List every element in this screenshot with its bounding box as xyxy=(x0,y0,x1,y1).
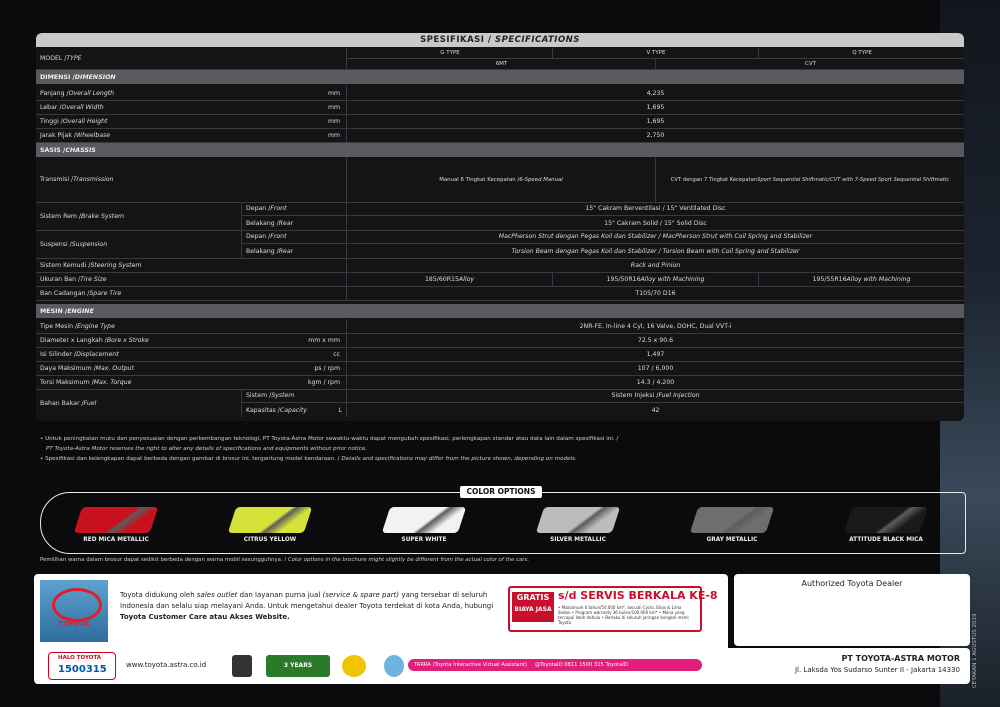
suspension-label xyxy=(36,230,241,258)
transmission-mt-value xyxy=(346,157,655,202)
tarra-label: TARRA (Toyota Interactive Virtual Assistant) xyxy=(414,662,527,668)
length-unit: mm xyxy=(327,89,340,97)
servis-title: s/d SERVIS BERKALA KE-8 xyxy=(558,589,718,602)
brake-label-id: Sistem Rem / xyxy=(40,212,82,220)
spare-label-en: Spare Tire xyxy=(89,289,122,297)
color-name-2: SUPER WHITE xyxy=(401,537,447,543)
biaya-jasa-text: BIAYA JASA xyxy=(514,606,552,613)
dealer-text-2-italic: (service & spare part) xyxy=(322,591,400,599)
width-label-en: Overall Width xyxy=(61,103,104,111)
toyota-logo-icon xyxy=(52,588,102,622)
wheelbase-unit: mm xyxy=(327,131,340,139)
transmission-cvt-en2: CVT with 7-Speed Sport Sequential Shiftmatic xyxy=(830,176,950,183)
gratis-text: GRATIS xyxy=(516,593,550,602)
fuel-capacity-en: Capacity xyxy=(279,406,307,414)
bore-unit: mm x mm xyxy=(308,336,340,344)
bore-label-en: Bore x Stroke xyxy=(106,336,149,344)
fuel-capacity-id: Kapasitas / xyxy=(246,406,280,414)
width-unit: mm xyxy=(327,103,340,111)
row-brake xyxy=(36,202,964,231)
steering-label-en: Steering System xyxy=(90,261,142,269)
displacement-label-en: Displacement xyxy=(76,350,119,358)
row-max-torque xyxy=(36,375,964,390)
dealer-text-1-italic: sales outlet xyxy=(196,591,238,599)
length-value: 4,235 xyxy=(346,86,964,100)
tire-v-wheel: Alloy with Machining xyxy=(640,275,705,283)
color-swatch-2 xyxy=(382,507,466,533)
transmission-cvt-id: CVT dengan 7 Tingkat Kecepatan xyxy=(670,176,758,183)
row-fuel xyxy=(36,389,964,417)
type-q: Q TYPE xyxy=(758,48,964,59)
brake-rear-en: Rear xyxy=(278,219,294,227)
displacement-value: 1,497 xyxy=(346,347,964,361)
note-2-id: • Spesifikasi dan kelengkapan dapat berbeda dengan gambar di brosur ini, tergantung model kendaraan. / xyxy=(40,456,342,462)
authorized-dealer-box xyxy=(734,574,970,646)
authorized-dealer-label: Authorized Toyota Dealer xyxy=(801,579,903,588)
engine-type-label-id: Tipe Mesin / xyxy=(40,322,78,330)
suspension-rear-value: Torsion Beam dengan Pegas Koil dan Stabilizer / Torsion Beam with Coil Spring and Stabilizer xyxy=(346,244,964,258)
displacement-label-id: Isi Silinder / xyxy=(40,350,77,358)
dealer-text xyxy=(120,590,495,623)
suspension-front-value: MacPherson Strut dengan Pegas Koil dan Stabilizer / MacPherson Strut with Coil Spring and Stabilizer xyxy=(346,230,964,244)
note-1: • Untuk peningkatan mutu dan penyesuaian dengan perkembangan teknologi, PT Toyota-Astra Motor sewaktu-waktu dapat mengubah spesifikasi, perlengkapan standar atau data lain dalam spesifikasi ini. / xyxy=(40,436,619,442)
color-note-en: Color options in the brochure might slightly be different from the actual color of the cars. xyxy=(287,557,530,563)
spare-label xyxy=(36,286,346,300)
tire-g-size: 185/60R15 xyxy=(424,275,459,283)
fuel-capacity-value: 42 xyxy=(346,403,964,417)
wheelbase-label-en: Wheelbase xyxy=(75,131,111,139)
spec-title-id: SPESIFIKASI / xyxy=(420,35,495,45)
transmission-label-id: Transmisi / xyxy=(40,176,74,183)
color-note xyxy=(40,557,529,563)
width-value: 1,695 xyxy=(346,100,964,114)
fuel-label-en: Fuel xyxy=(83,399,97,407)
fuel-system-id: Sistem / xyxy=(246,392,272,399)
suspension-rear-id: Belakang / xyxy=(246,247,279,255)
warranty-badge: 3 YEARS xyxy=(266,655,330,677)
row-height xyxy=(36,114,964,129)
color-swatch-4 xyxy=(690,507,774,533)
torque-value: 14.3 / 4,200 xyxy=(346,375,964,389)
section-engine xyxy=(36,304,964,318)
halo-toyota-label: HALO TOYOTA xyxy=(58,655,102,661)
type-g: G TYPE xyxy=(346,48,553,59)
output-label-en: Max. Output xyxy=(95,364,134,372)
halo-toyota-number: 1500315 xyxy=(58,664,107,675)
row-suspension xyxy=(36,230,964,259)
transmission-cvt-en1: Sport Sequential Shiftmatic xyxy=(757,176,829,183)
fuel-label-id: Bahan Bakar / xyxy=(40,399,84,407)
section-dimension-id: DIMENSI / xyxy=(40,73,75,81)
tarra-avatar-icon xyxy=(384,655,404,677)
row-wheelbase xyxy=(36,128,964,143)
color-swatch-1 xyxy=(228,507,312,533)
length-label-en: Overall Length xyxy=(68,89,115,97)
color-options-title: COLOR OPTIONS xyxy=(460,486,542,498)
brake-label-en: Brake System xyxy=(81,212,125,220)
type-v: V TYPE xyxy=(552,48,759,59)
row-bore-stroke xyxy=(36,333,964,348)
specification-table xyxy=(36,33,964,421)
dealer-text-bold: Toyota Customer Care atau Akses Website. xyxy=(120,613,290,621)
company-address: Jl. Laksda Yos Sudarso Sunter II - Jakarta 14330 xyxy=(794,666,960,674)
torque-label-en: Max. Torque xyxy=(93,378,132,386)
length-label-id: Panjang / xyxy=(40,89,69,97)
brake-rear-label xyxy=(241,216,346,230)
color-note-id: Pemilihan warna dalam brosur dapat sedikit berbeda dengan warna mobil sesungguhnya. / xyxy=(40,557,288,563)
brake-front-value: 15" Cakram Berventilasi / 15" Ventilated Disc xyxy=(346,202,964,216)
spec-notes xyxy=(40,434,940,464)
height-value: 1,695 xyxy=(346,114,964,128)
model-label xyxy=(36,48,346,69)
brake-front-en: Front xyxy=(270,205,287,212)
brake-front-label xyxy=(241,202,346,216)
spec-title-en: SPECIFICATIONS xyxy=(494,35,580,45)
tire-q-value xyxy=(758,272,964,286)
spec-title xyxy=(36,33,964,47)
row-max-output xyxy=(36,361,964,376)
row-engine-type xyxy=(36,319,964,334)
website-link[interactable]: www.toyota.astra.co.id xyxy=(126,661,207,669)
suspension-rear-en: Rear xyxy=(278,247,294,255)
width-label-id: Lebar / xyxy=(40,103,62,111)
section-chassis xyxy=(36,143,964,157)
dealer-text-1: Toyota didukung oleh xyxy=(120,591,197,599)
steering-label xyxy=(36,258,346,272)
fuel-system-value xyxy=(346,389,964,403)
fuel-system-value-id: Sistem Injeksi / xyxy=(611,392,659,399)
row-steering xyxy=(36,258,964,273)
output-unit: ps / rpm xyxy=(314,364,340,372)
height-unit: mm xyxy=(327,117,340,125)
suspension-front-id: Depan / xyxy=(246,233,271,240)
transmission-6mt: 6MT xyxy=(346,59,656,69)
dealer-text-3: yang tersebar di seluruh Indonesia dan selalu siap melayani Anda. Untuk mengetahui dealer Toyota terdekat di kota Anda, hubungi xyxy=(120,591,494,610)
color-name-1: CITRUS YELLOW xyxy=(243,537,297,543)
transmission-cvt-value xyxy=(655,157,964,202)
award-badge-icon xyxy=(342,655,366,677)
engine-type-value: 2NR-FE, In-line 4 Cyl, 16 Valve, DOHC, Dual VVT-i xyxy=(346,319,964,333)
fuel-system-en: System xyxy=(271,392,295,399)
section-chassis-en: CHASSIS xyxy=(65,146,96,154)
bore-value: 72.5 x 90.6 xyxy=(346,333,964,347)
section-chassis-id: SASIS / xyxy=(40,146,66,154)
torque-label-id: Torsi Maksimum / xyxy=(40,378,94,386)
row-transmission xyxy=(36,157,964,203)
color-swatch-0 xyxy=(74,507,158,533)
brake-label xyxy=(36,202,241,230)
transmission-cvt: CVT xyxy=(655,59,964,69)
model-label-id: MODEL / xyxy=(40,55,67,62)
engine-type-label xyxy=(36,319,346,333)
note-1-en: PT Toyota-Astra Motor reserves the right to alter any details of specifications and equipments without prior notice. xyxy=(46,446,367,452)
spare-value: T105/70 D16 xyxy=(346,286,964,300)
spare-label-id: Ban Cadangan / xyxy=(40,289,90,297)
steering-label-id: Sistem Kemudi / xyxy=(40,261,91,269)
color-options-band xyxy=(40,492,966,554)
output-value: 107 / 6,000 xyxy=(346,361,964,375)
fuel-capacity-label xyxy=(241,403,346,417)
color-name-0: RED MICA METALLIC xyxy=(83,537,149,543)
toyota-wordmark: TOYOTA xyxy=(58,620,90,628)
transmission-label xyxy=(36,157,346,202)
suspension-front-label xyxy=(241,230,346,244)
transmission-mt-en: 6-Speed Manual xyxy=(519,176,563,183)
gratis-label xyxy=(512,592,554,622)
brake-rear-value: 15" Cakram Solid / 15" Solid Disc xyxy=(346,216,964,230)
output-label-id: Daya Maksimum / xyxy=(40,364,96,372)
transmission-cvt-mid: / xyxy=(828,176,831,183)
brake-rear-id: Belakang / xyxy=(246,219,279,227)
certification-icon xyxy=(232,655,252,677)
torque-unit: kgm / rpm xyxy=(307,378,340,386)
tire-label-id: Ukuran Ban / xyxy=(40,275,81,283)
note-2-en: Details and specifications may differ from the picture shown, depending on models. xyxy=(341,456,577,462)
servis-fine-print: • Maksimum 4 tahun/50.000 km*, kecuali Cyclo, Etios & Lima Sedan • Program warranty 36 bulan/100.000 km* • Mana yang tercapai lebih dahulu • Berlaku di seluruh jaringan bengkel resmi Toyota xyxy=(558,605,689,625)
fuel-capacity-unit: L xyxy=(338,406,342,414)
row-spare-tire xyxy=(36,286,964,301)
tarra-banner xyxy=(408,659,702,671)
tire-v-size: 195/50R16 xyxy=(606,275,641,283)
model-header-row xyxy=(36,48,964,70)
displacement-unit: cc xyxy=(333,350,340,358)
brake-front-id: Depan / xyxy=(246,205,271,212)
company-name: PT TOYOTA-ASTRA MOTOR xyxy=(841,654,960,663)
print-date-note: CETAKAN 1 AGUSTUS 2019 xyxy=(972,613,978,688)
color-swatch-3 xyxy=(536,507,620,533)
section-dimension-en: DIMENSION xyxy=(74,73,116,81)
tire-g-value xyxy=(346,272,552,286)
transmission-label-en: Transmission xyxy=(73,176,114,183)
wheelbase-value: 2,750 xyxy=(346,128,964,142)
engine-type-label-en: Engine Type xyxy=(77,322,115,330)
tire-g-wheel: Alloy xyxy=(458,275,475,283)
fuel-system-label xyxy=(241,389,346,403)
suspension-front-en: Front xyxy=(270,233,287,240)
tarra-contacts: @ToyotaID 0811 1500 315 ToyotaID xyxy=(534,662,628,668)
color-name-3: SILVER METALLIC xyxy=(550,537,606,543)
wheelbase-label-id: Jarak Pijak / xyxy=(40,131,76,139)
tire-label xyxy=(36,272,346,286)
suspension-label-en: Suspension xyxy=(71,240,108,248)
tire-label-en: Tire Size xyxy=(80,275,107,283)
suspension-rear-label xyxy=(241,244,346,258)
section-dimension xyxy=(36,70,964,84)
transmission-mt-id: Manual 6 Tingkat Kecepatan / xyxy=(439,176,520,183)
section-engine-id: MESIN / xyxy=(40,307,68,315)
height-label-en: Overall Height xyxy=(62,117,108,125)
bore-label-id: Diameter x Langkah / xyxy=(40,336,107,344)
height-label-id: Tinggi / xyxy=(40,117,63,125)
fuel-system-value-en: Fuel Injection xyxy=(658,392,700,399)
suspension-label-id: Suspensi / xyxy=(40,240,72,248)
color-name-5: ATTITUDE BLACK MICA xyxy=(849,537,923,543)
model-label-en: TYPE xyxy=(66,55,82,62)
fuel-label xyxy=(36,389,241,417)
row-displacement xyxy=(36,347,964,362)
row-tire xyxy=(36,272,964,287)
steering-value: Rack and Pinion xyxy=(346,258,964,272)
tire-q-size: 195/55R16 xyxy=(812,275,847,283)
dealer-text-2: dan layanan purna jual xyxy=(237,591,323,599)
row-width xyxy=(36,100,964,115)
color-name-4: GRAY METALLIC xyxy=(706,537,758,543)
section-engine-en: ENGINE xyxy=(67,307,94,315)
color-swatch-5 xyxy=(844,507,928,533)
note-2 xyxy=(40,454,940,464)
tire-v-value xyxy=(552,272,758,286)
row-length xyxy=(36,86,964,101)
tire-q-wheel: Alloy with Machining xyxy=(846,275,911,283)
